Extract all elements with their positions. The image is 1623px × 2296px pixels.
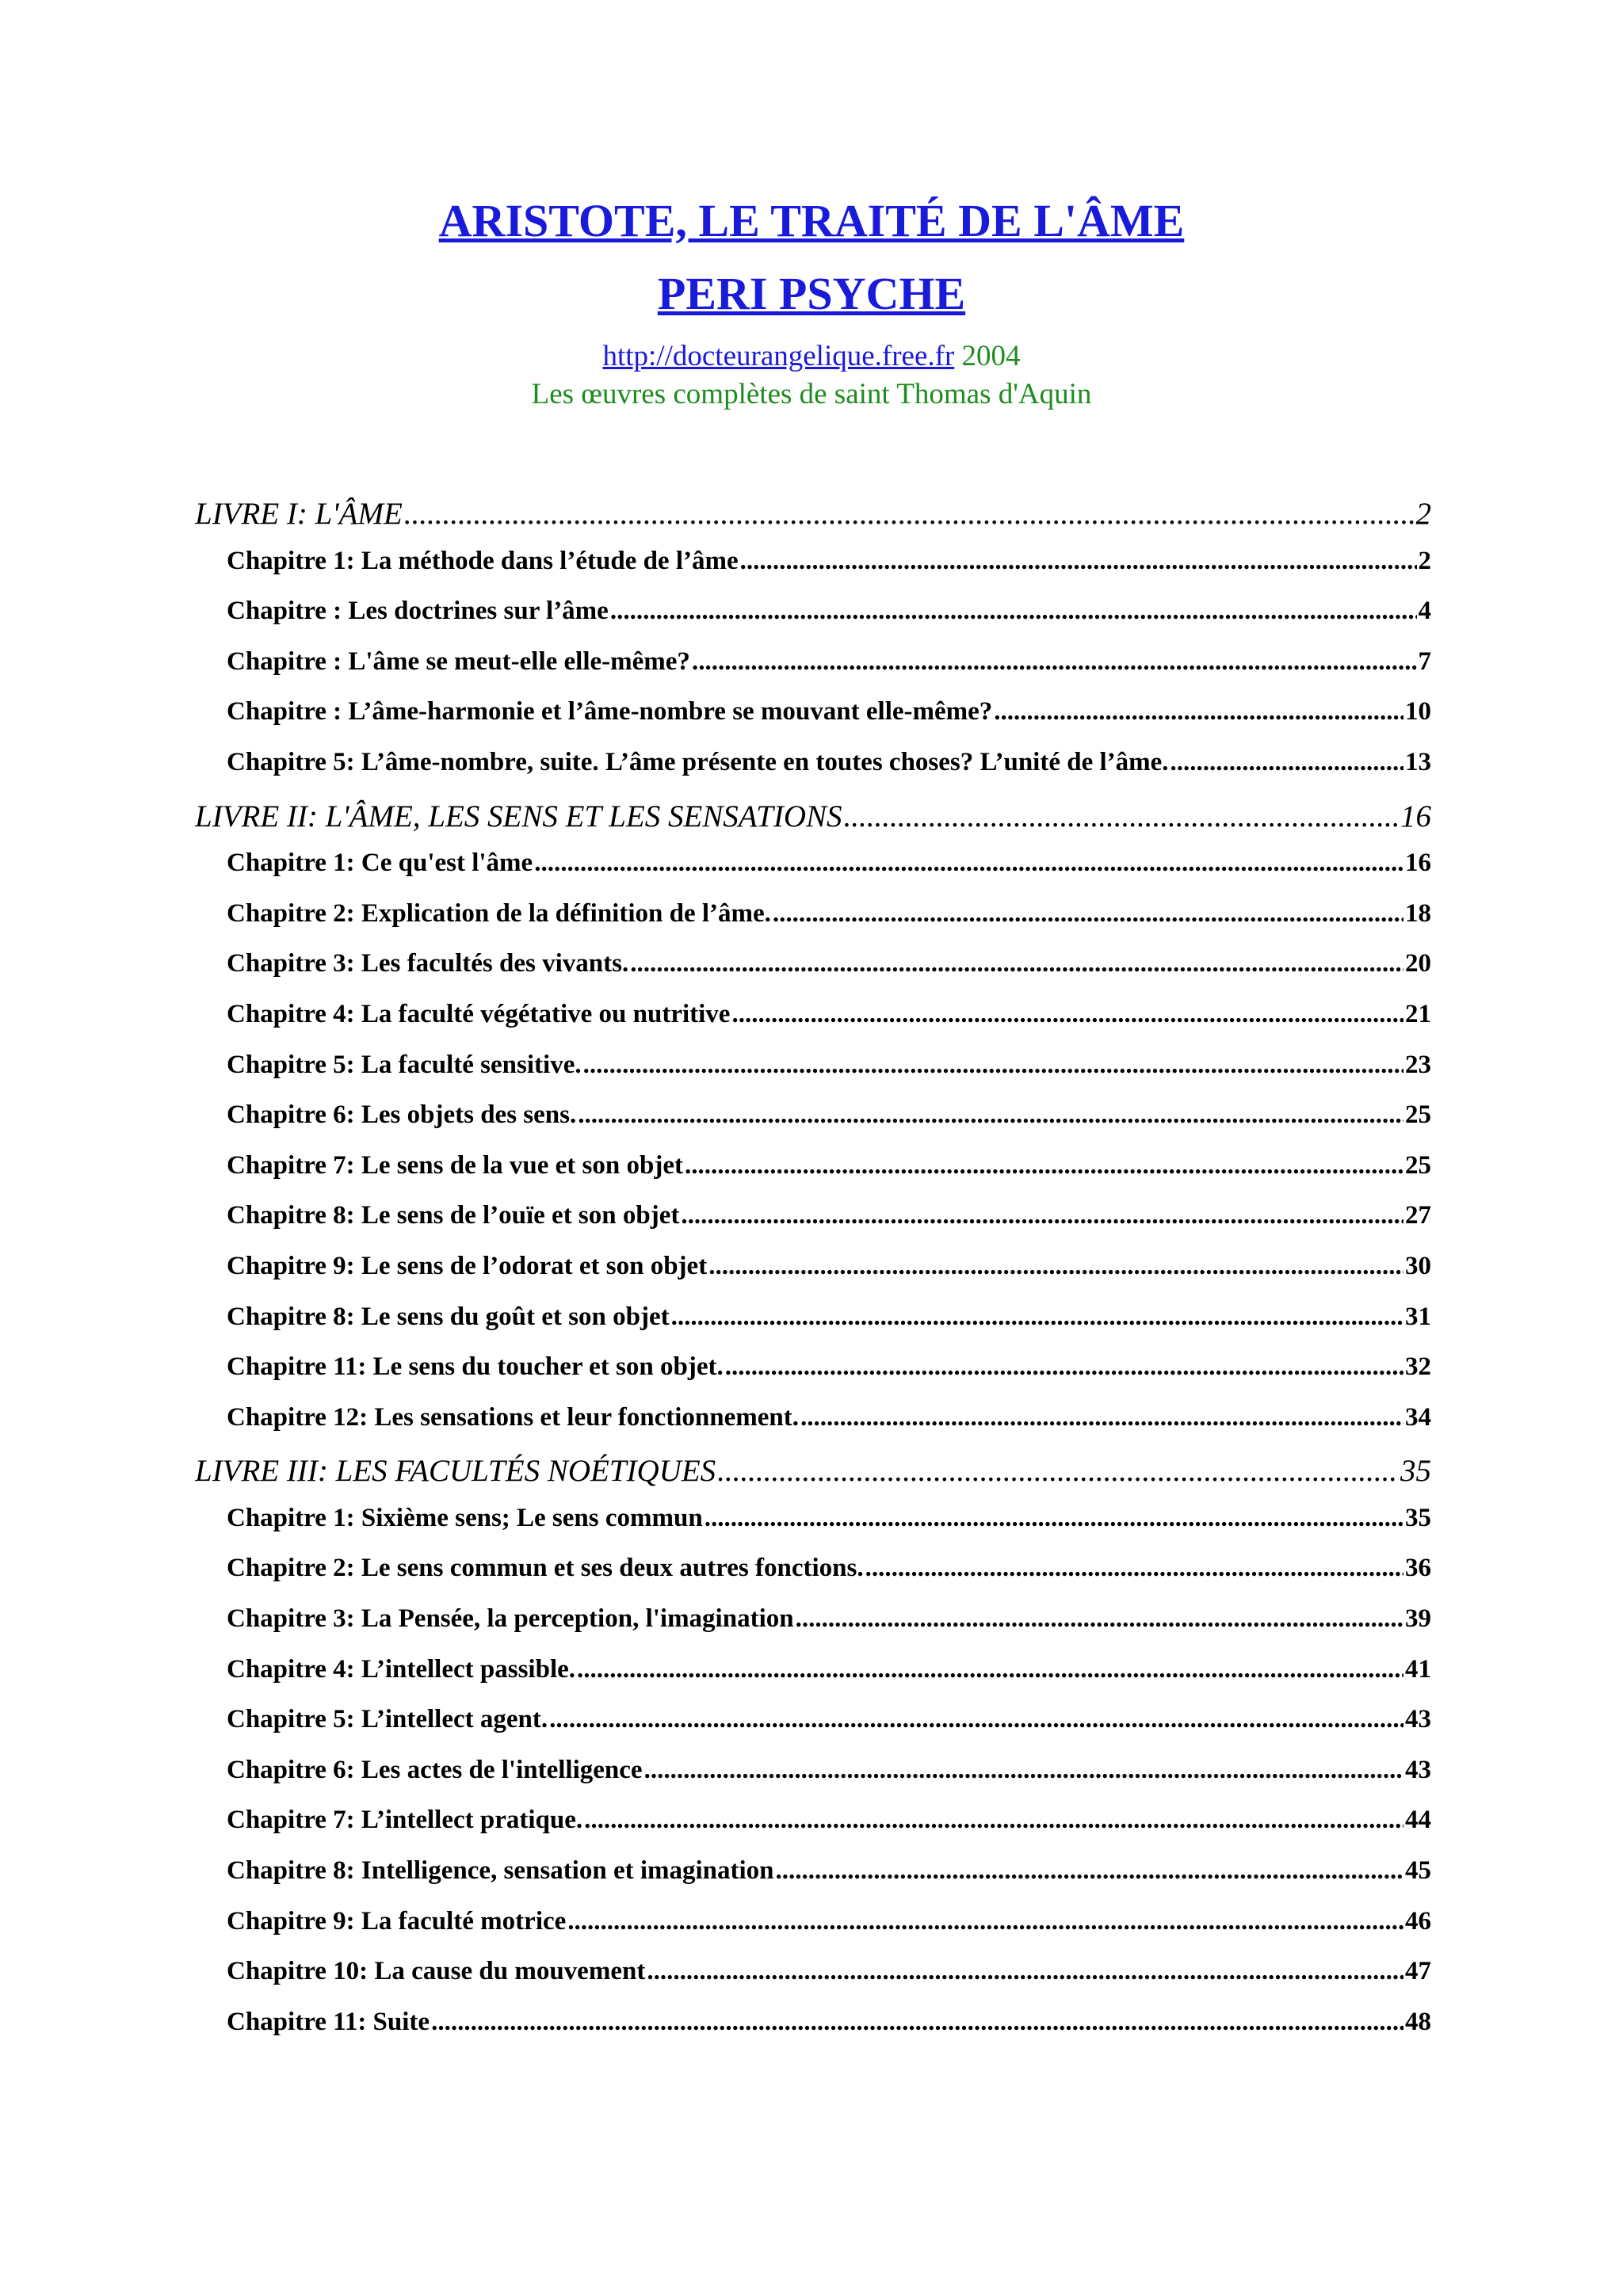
toc-page-number: 41	[1405, 1654, 1431, 1684]
toc-entry-label: Chapitre 12: Les sensations et leur fonctionnement.	[227, 1402, 800, 1432]
dot-leader	[431, 2008, 1403, 2037]
year-text: 2004	[954, 340, 1021, 372]
toc-chapter-entry[interactable]	[195, 1252, 1431, 1302]
toc-book-entry[interactable]	[195, 496, 1431, 547]
toc-page-number: 31	[1405, 1302, 1431, 1331]
toc-page-number: 45	[1405, 1856, 1431, 1886]
toc-page-number: 43	[1405, 1705, 1431, 1734]
dot-leader	[671, 1302, 1403, 1332]
toc-entry-label: Chapitre : L’âme-harmonie et l’âme-nombre se mouvant elle-même?	[227, 697, 993, 727]
toc-chapter-entry[interactable]	[195, 1604, 1431, 1655]
toc-entry-label: Chapitre 5: L’intellect agent.	[227, 1705, 548, 1734]
dot-leader	[708, 1252, 1403, 1281]
toc-entry-label: Chapitre 8: Intelligence, sensation et imagination	[227, 1856, 774, 1886]
toc-page-number: 44	[1405, 1806, 1431, 1835]
dot-leader	[731, 1000, 1403, 1029]
toc-chapter-entry[interactable]	[195, 1756, 1431, 1806]
table-of-contents	[195, 496, 1431, 2058]
dot-leader	[584, 1806, 1403, 1835]
toc-entry-label: Chapitre : L'âme se meut-elle elle-même?	[227, 646, 690, 676]
toc-page-number: 46	[1405, 1906, 1431, 1936]
toc-entry-label: Chapitre 9: La faculté motrice	[227, 1906, 567, 1936]
toc-entry-label: Chapitre 8: Le sens du goût et son objet	[227, 1302, 670, 1331]
dot-leader	[534, 849, 1403, 878]
dot-leader	[685, 1151, 1403, 1180]
dot-leader	[725, 1352, 1403, 1382]
toc-entry-label: Chapitre 6: Les objets des sens.	[227, 1100, 577, 1130]
toc-page-number: 16	[1405, 849, 1431, 878]
toc-page-number: 32	[1405, 1352, 1431, 1382]
toc-page-number: 18	[1405, 898, 1431, 928]
toc-entry-label: Chapitre 1: Sixième sens; Le sens commun	[227, 1503, 703, 1532]
toc-chapter-entry[interactable]	[195, 1957, 1431, 2008]
toc-chapter-entry[interactable]	[195, 2008, 1431, 2058]
toc-page-number: 35	[1405, 1503, 1431, 1532]
toc-entry-label: Chapitre 11: Suite	[227, 2007, 430, 2036]
collection-text: Les œuvres complètes de saint Thomas d'Aquin	[531, 378, 1092, 410]
dot-leader	[610, 597, 1417, 626]
dot-leader	[776, 1856, 1403, 1886]
dot-leader	[1170, 748, 1403, 777]
toc-entry-label: Chapitre 5: L’âme-nombre, suite. L’âme présente en toutes choses? L’unité de l’âme.	[227, 747, 1169, 776]
dot-leader	[773, 899, 1403, 929]
toc-chapter-entry[interactable]	[195, 1352, 1431, 1403]
toc-chapter-entry[interactable]	[195, 1856, 1431, 1907]
website-link[interactable]: http://docteurangelique.free.fr	[602, 340, 955, 372]
dot-leader	[800, 1403, 1403, 1432]
dot-leader	[404, 496, 1415, 532]
toc-entry-label: Chapitre 4: La faculté végétative ou nutritive	[227, 999, 731, 1028]
document-title	[0, 193, 1623, 249]
toc-entry-label: Chapitre 4: L’intellect passible.	[227, 1654, 576, 1684]
toc-entry-label: Chapitre 2: Explication de la définition de l’âme.	[227, 898, 771, 928]
document-subtitle	[0, 266, 1623, 322]
toc-page-number: 7	[1418, 646, 1431, 676]
toc-page-number: 39	[1405, 1604, 1431, 1634]
toc-chapter-entry[interactable]	[195, 849, 1431, 899]
dot-leader	[567, 1907, 1403, 1936]
toc-page-number: 43	[1405, 1755, 1431, 1784]
toc-entry-label: Chapitre 3: La Pensée, la perception, l'imagination	[227, 1604, 794, 1634]
toc-page-number: 48	[1405, 2007, 1431, 2036]
toc-chapter-entry[interactable]	[195, 1201, 1431, 1252]
toc-page-number: 25	[1405, 1100, 1431, 1130]
toc-chapter-entry[interactable]	[195, 1151, 1431, 1202]
dot-leader	[583, 1051, 1403, 1080]
toc-chapter-entry[interactable]	[195, 1100, 1431, 1151]
toc-page-number: 2	[1415, 497, 1431, 531]
toc-entry-label: Chapitre 8: Le sens de l’ouïe et son objet	[227, 1201, 680, 1230]
toc-chapter-entry[interactable]	[195, 647, 1431, 698]
dot-leader	[644, 1756, 1403, 1785]
dot-leader	[692, 647, 1417, 677]
toc-chapter-entry[interactable]	[195, 1403, 1431, 1454]
toc-book-entry[interactable]	[195, 1453, 1431, 1504]
toc-page-number: 36	[1405, 1554, 1431, 1583]
toc-book-entry[interactable]	[195, 799, 1431, 849]
toc-page-number: 13	[1405, 747, 1431, 776]
toc-page-number: 35	[1400, 1454, 1431, 1489]
toc-entry-label: Chapitre : Les doctrines sur l’âme	[227, 597, 609, 626]
toc-entry-label: Chapitre 5: La faculté sensitive.	[227, 1050, 582, 1079]
dot-leader	[705, 1504, 1403, 1533]
toc-chapter-entry[interactable]	[195, 899, 1431, 950]
dot-leader	[844, 799, 1399, 834]
toc-entry-label: Chapitre 7: L’intellect pratique.	[227, 1806, 583, 1835]
toc-chapter-entry[interactable]	[195, 1907, 1431, 1958]
dot-leader	[865, 1554, 1403, 1583]
toc-entry-label: LIVRE III: LES FACULTÉS NOÉTIQUES	[195, 1454, 716, 1489]
dot-leader	[796, 1604, 1403, 1634]
dot-leader	[647, 1957, 1403, 1986]
dot-leader	[994, 697, 1403, 727]
toc-entry-label: Chapitre 1: La méthode dans l’étude de l’âme	[227, 546, 739, 575]
toc-page-number: 27	[1405, 1201, 1431, 1230]
dot-leader	[630, 949, 1403, 978]
toc-chapter-entry[interactable]	[195, 1705, 1431, 1756]
toc-page-number: 16	[1400, 799, 1431, 833]
toc-chapter-entry[interactable]	[195, 748, 1431, 799]
source-line	[0, 338, 1623, 376]
toc-page-number: 23	[1405, 1050, 1431, 1079]
toc-chapter-entry[interactable]	[195, 1000, 1431, 1051]
toc-chapter-entry[interactable]	[195, 1504, 1431, 1554]
toc-page-number: 47	[1405, 1957, 1431, 1986]
toc-entry-label: Chapitre 11: Le sens du toucher et son objet.	[227, 1352, 724, 1382]
toc-page-number: 30	[1405, 1251, 1431, 1280]
subtitle-link[interactable]: PERI PSYCHE	[657, 268, 966, 319]
dot-leader	[549, 1705, 1403, 1734]
title-link[interactable]: ARISTOTE, LE TRAITÉ DE L'ÂME	[438, 195, 1185, 246]
dot-leader	[577, 1655, 1403, 1684]
toc-chapter-entry[interactable]	[195, 1554, 1431, 1604]
toc-entry-label: Chapitre 7: Le sens de la vue et son objet	[227, 1150, 683, 1180]
toc-page-number: 20	[1405, 949, 1431, 978]
toc-entry-label: LIVRE II: L'ÂME, LES SENS ET LES SENSATIONS	[195, 799, 842, 833]
toc-chapter-entry[interactable]	[195, 1655, 1431, 1706]
toc-chapter-entry[interactable]	[195, 1051, 1431, 1101]
toc-entry-label: Chapitre 3: Les facultés des vivants.	[227, 949, 629, 978]
toc-chapter-entry[interactable]	[195, 597, 1431, 647]
toc-entry-label: Chapitre 1: Ce qu'est l'âme	[227, 849, 533, 878]
toc-page-number: 4	[1418, 597, 1431, 626]
toc-entry-label: Chapitre 9: Le sens de l’odorat et son objet	[227, 1251, 708, 1280]
toc-chapter-entry[interactable]	[195, 697, 1431, 748]
toc-entry-label: LIVRE I: L'ÂME	[195, 497, 403, 531]
dot-leader	[717, 1453, 1399, 1489]
toc-page-number: 34	[1405, 1402, 1431, 1432]
toc-page-number: 21	[1405, 999, 1431, 1028]
toc-chapter-entry[interactable]	[195, 1302, 1431, 1353]
toc-entry-label: Chapitre 10: La cause du mouvement	[227, 1957, 646, 1986]
toc-entry-label: Chapitre 2: Le sens commun et ses deux autres fonctions.	[227, 1554, 864, 1583]
toc-page-number: 10	[1405, 697, 1431, 727]
toc-page-number: 25	[1405, 1150, 1431, 1180]
toc-chapter-entry[interactable]	[195, 547, 1431, 597]
toc-page-number: 2	[1418, 546, 1431, 575]
dot-leader	[740, 547, 1417, 576]
dot-leader	[681, 1201, 1403, 1230]
toc-entry-label: Chapitre 6: Les actes de l'intelligence	[227, 1755, 643, 1784]
toc-chapter-entry[interactable]	[195, 949, 1431, 1000]
dot-leader	[578, 1100, 1403, 1130]
toc-chapter-entry[interactable]	[195, 1806, 1431, 1856]
